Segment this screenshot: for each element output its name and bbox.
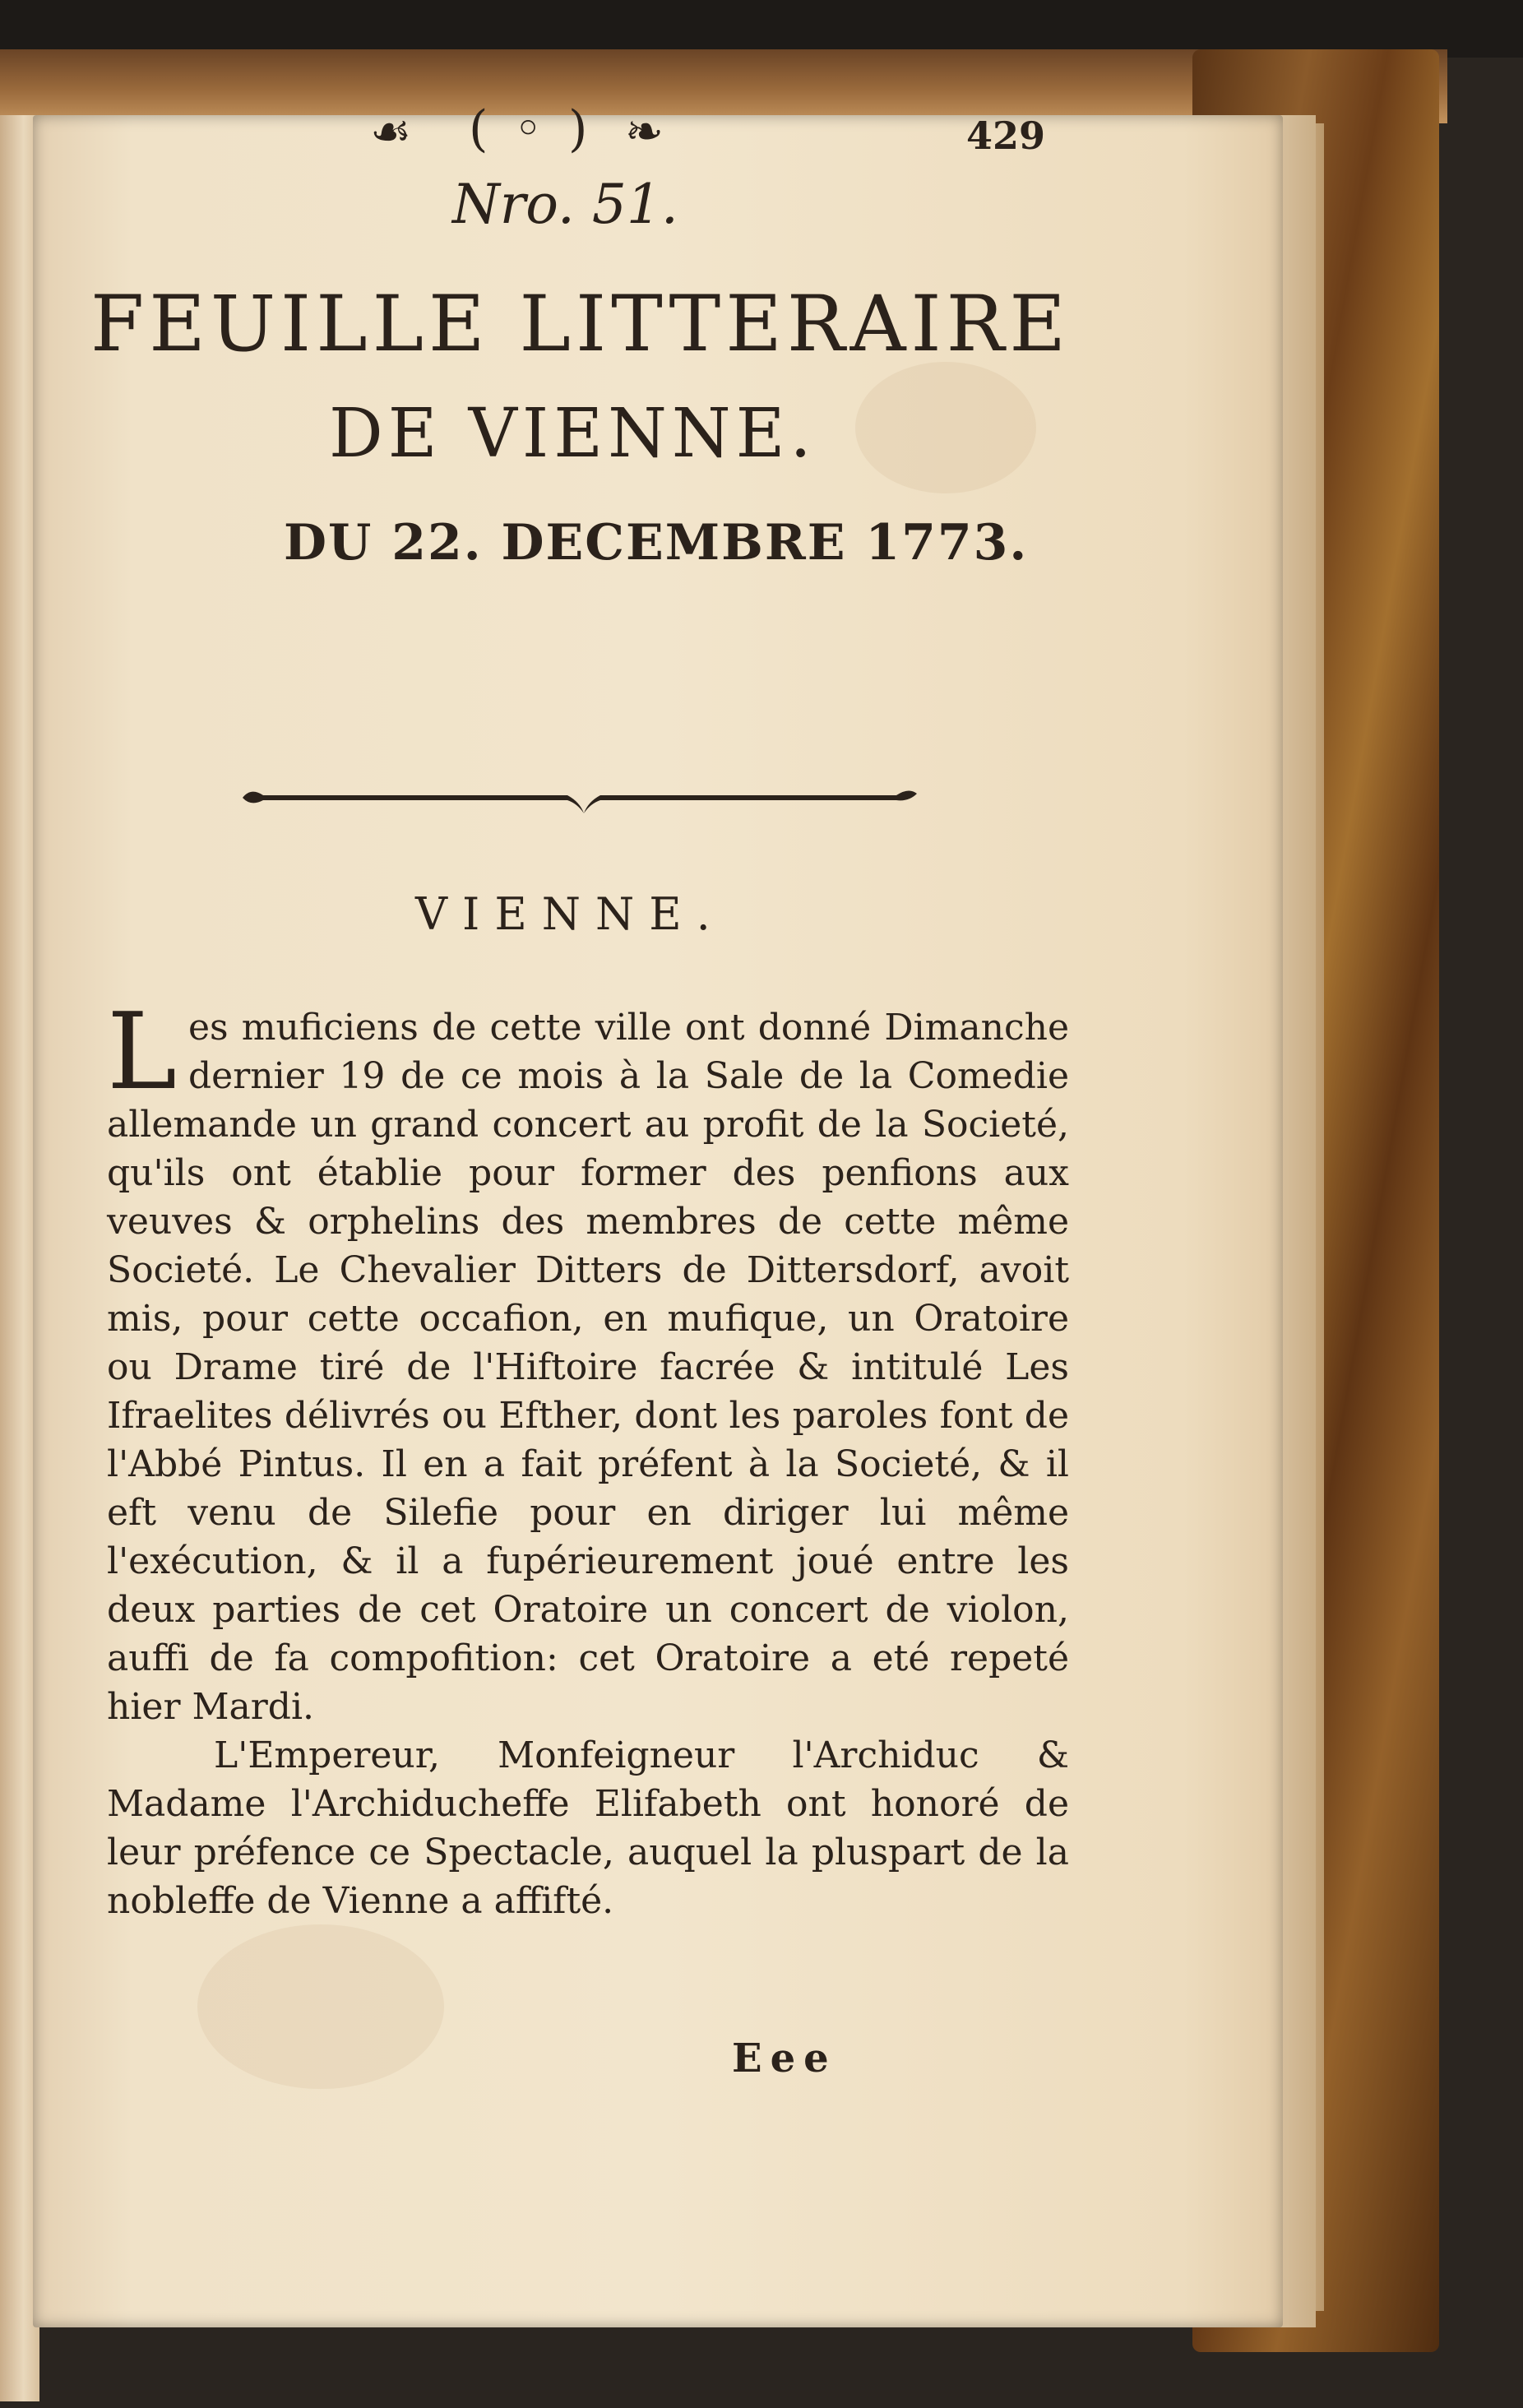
fleuron-left-ornament: ☙	[370, 105, 412, 159]
issue-date: DU 22. DECEMBRE 1773.	[284, 514, 1029, 572]
paragraph-second: L'Empereur, Monfeigneur l'Archiduc & Madame l'Archiducheffe Elifabeth ont honoré de leur préfence ce Spectacle, auquel la pluspart de la nobleffe de Vienne a affifté.	[107, 1734, 1069, 1922]
article-body	[107, 991, 1069, 1925]
drop-cap: L	[107, 991, 177, 1114]
paragraph-first-text: es muficiens de cette ville ont donné Dimanche dernier 19 de ce mois à la Sale de la Comedie allemande un grand concert au profit de la Societé, qu'ils ont établie pour former des penfions aux veuves & orphelins des membres de cette même Societé. Le Chevalier Ditters de Dittersdorf, avoit mis, pour cette occafion, en mufique, un Oratoire ou Drame tiré de l'Hiftoire facrée & intitulé Les Ifraelites délivrés ou Efther, dont les paroles font de l'Abbé Pintus. Il en a fait préfent à la Societé, & il eft venu de Silefie pour en diriger lui même l'exécution, & il a fupérieurement joué entre les deux parties de cet Oratoire un concert de violon, auffi de fa compofition: cet Oratoire a eté repeté hier Mardi.	[107, 1007, 1069, 1728]
header-bracket-ornament: ( ◦ )	[469, 100, 593, 158]
paper-stain	[197, 1924, 444, 2089]
section-heading: VIENNE.	[415, 888, 725, 940]
page-number: 429	[966, 113, 1046, 158]
catchword: Eee	[732, 2035, 837, 2082]
decorative-rule	[238, 777, 921, 818]
publication-subtitle: DE VIENNE.	[329, 395, 817, 473]
issue-number: Nro. 51.	[452, 173, 678, 236]
publication-title: FEUILLE LITTERAIRE	[90, 280, 1072, 369]
paragraph-first	[107, 991, 1069, 1731]
fleuron-right-ornament: ❧	[625, 105, 664, 159]
